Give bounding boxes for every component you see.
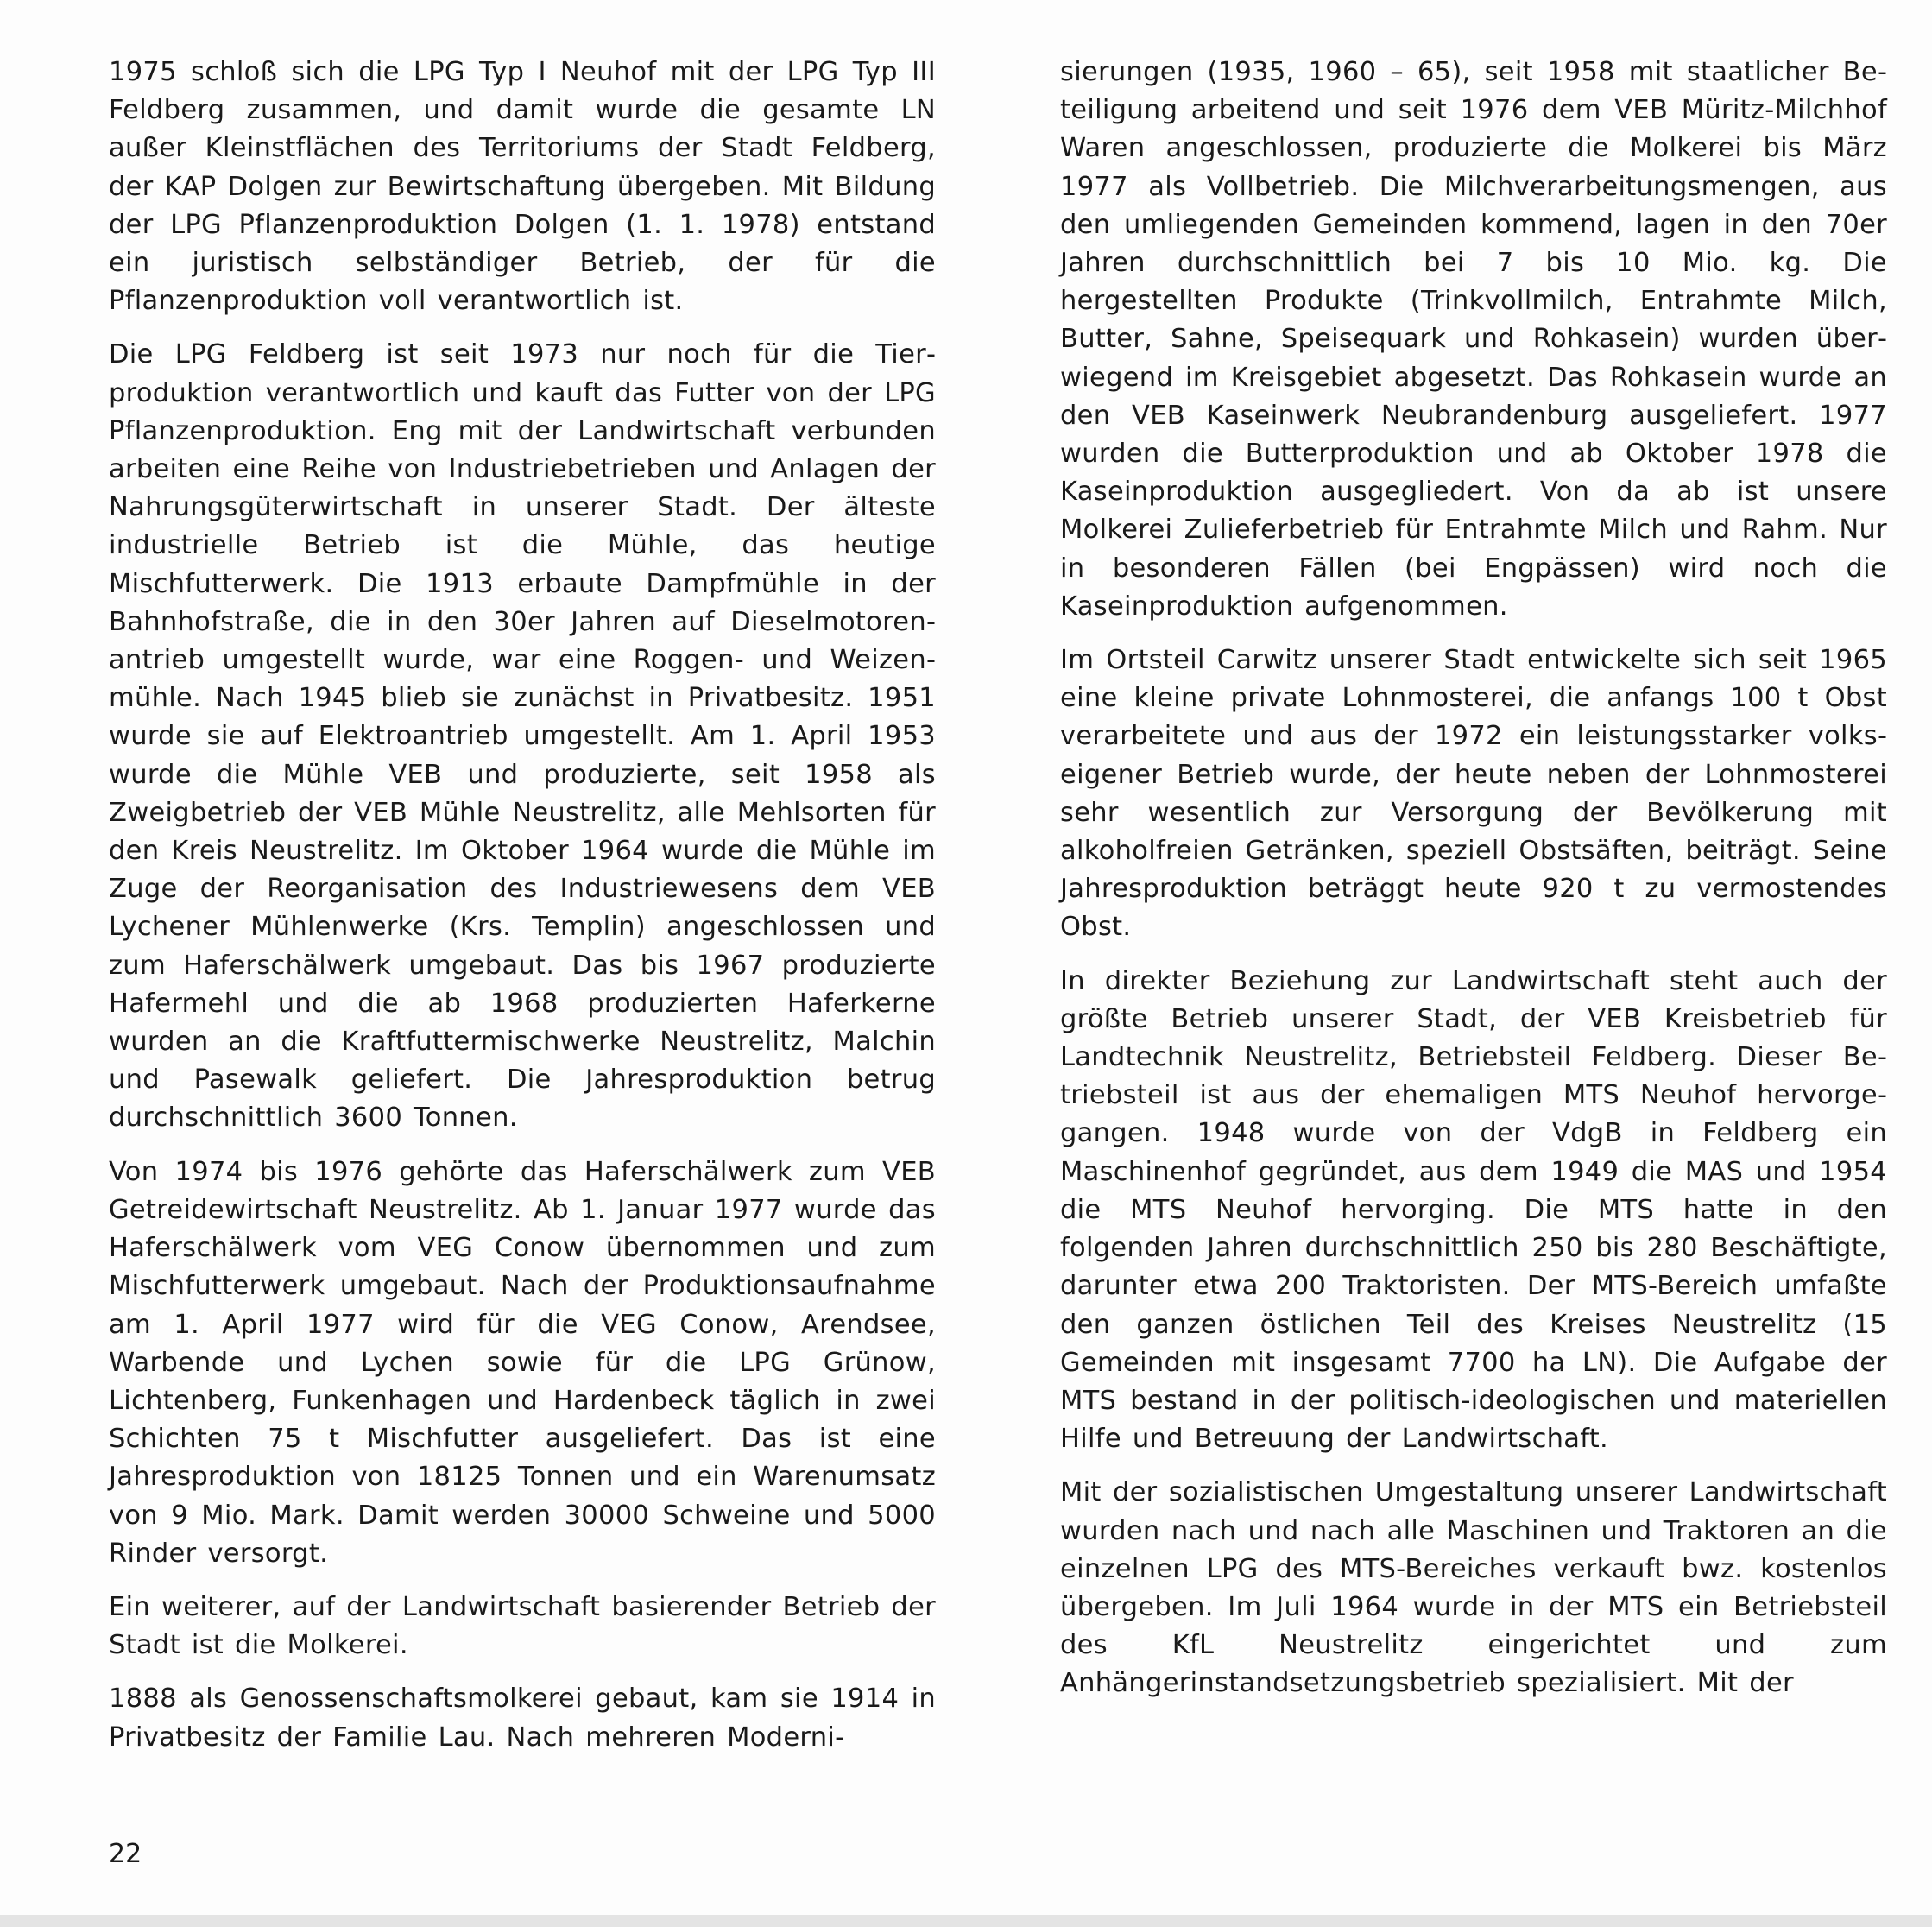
paragraph: sierungen (1935, 1960 – 65), seit 1958 mit staatlicher Beteiligung arbeitend und seit 1976 dem VEB Müritz-Milchhof Waren angeschlossen, produzierte die Molkerei bis März 1977 als Vollbetrieb. Die Milchverarbeitungsmengen, aus den umliegenden Gemeinden kommend, lagen in den 70er Jahren durchschnittlich bei 7 bis 10 Mio. kg. Die hergestellten Produkte (Trinkvollmilch, Entrahmte Milch, Butter, Sahne, Speisequark und Rohkasein) wurden überwiegend im Kreisgebiet abgesetzt. Das Rohkasein wurde an den VEB Kaseinwerk Neubrandenburg ausgeliefert. 1977 wurden die Butterproduktion und ab Oktober 1978 die Kaseinproduktion ausgegliedert. Von da ab ist unsere Molkerei Zulieferbetrieb für Entrahmte Milch und Rahm. Nur in besonderen Fällen (bei Engpässen) wird noch die Kaseinproduktion aufgenommen. bbox=[1060, 57, 1887, 622]
paragraph: 1975 schloß sich die LPG Typ I Neuhof mit der LPG Typ III Feldberg zusammen, und damit wurde die gesamte LN außer Kleinstflächen des Territoriums der Stadt Feldberg, der KAP Dolgen zur Bewirtschaftung übergeben. Mit Bildung der LPG Pflanzenproduktion Dolgen (1. 1. 1978) entstand ein juristisch selbständiger Betrieb, der für die Pflanzenproduktion voll verantwortlich ist. bbox=[109, 57, 936, 317]
paragraph: Ein weiterer, auf der Landwirtschaft basierender Betrieb der Stadt ist die Molkerei. bbox=[109, 1591, 936, 1661]
paragraph: 1888 als Genossenschaftsmolkerei gebaut, kam sie 1914 in Privatbesitz der Familie Lau. Nach mehreren Moderni- bbox=[109, 1684, 936, 1753]
paragraph: Die LPG Feldberg ist seit 1973 nur noch für die Tierproduktion verantwortlich und kauft das Futter von der LPG Pflanzenproduktion. Eng mit der Landwirtschaft verbunden arbeiten eine Reihe von Industriebetrieben und Anlagen der Nahrungsgüterwirtschaft in unserer Stadt. Der älteste industrielle Betrieb ist die Mühle, das heutige Mischfutterwerk. Die 1913 erbaute Dampfmühle in der Bahnhofstraße, die in den 30er Jahren auf Dieselmotorenantrieb umgestellt wurde, war eine Roggen- und Weizenmühle. Nach 1945 blieb sie zunächst in Privatbesitz. 1951 wurde sie auf Elektroantrieb umgestellt. Am 1. April 1953 wurde die Mühle VEB und produzierte, seit 1958 als Zweigbetrieb der VEB Mühle Neustrelitz, alle Mehlsorten für den Kreis Neustrelitz. Im Oktober 1964 wurde die Mühle im Zuge der Reorganisation des Industriewesens dem VEB Lychener Mühlenwerke (Krs. Templin) angeschlossen und zum Haferschälwerk umgebaut. Das bis 1967 produzierte Hafermehl und die ab 1968 produzierten Haferkerne wurden an die Kraftfuttermischwerke Neustrelitz, Malchin und Pasewalk geliefert. Die Jahresproduktion betrug durchschnittlich 3600 Tonnen. bbox=[109, 339, 936, 1134]
paragraph: In direkter Beziehung zur Landwirtschaft steht auch der größte Betrieb unserer Stadt, der VEB Kreisbetrieb für Landtechnik Neustrelitz, Betriebsteil Feldberg. Dieser Betriebsteil ist aus der ehemaligen MTS Neuhof hervorgegangen. 1948 wurde von der VdgB in Feldberg ein Maschinenhof gegründet, aus dem 1949 die MAS und 1954 die MTS Neuhof hervorging. Die MTS hatte in den folgenden Jahren durchschnittlich 250 bis 280 Beschäftigte, darunter etwa 200 Traktoristen. Der MTS-Bereich umfaßte den ganzen östlichen Teil des Kreises Neustrelitz (15 Gemeinden mit insgesamt 7700 ha LN). Die Aufgabe der MTS bestand in der politisch-ideologischen und materiellen Hilfe und Betreuung der Landwirtschaft. bbox=[1060, 965, 1887, 1455]
paragraph: Im Ortsteil Carwitz unserer Stadt entwickelte sich seit 1965 eine kleine private Lohnmosterei, die anfangs 100 t Obst verarbeitete und aus der 1972 ein leistungsstarker volkseigener Betrieb wurde, der heute neben der Lohnmosterei sehr wesentlich zur Versorgung der Bevölkerung mit alkoholfreien Getränken, speziell Obstsäften, beiträgt. Seine Jahresproduktion beträggt heute 920 t zu vermostendes Obst. bbox=[1060, 645, 1887, 943]
paragraph: Mit der sozialistischen Umgestaltung unserer Landwirtschaft wurden nach und nach alle Maschinen und Traktoren an die einzelnen LPG des MTS-Bereiches verkauft bwz. kostenlos übergeben. Im Juli 1964 wurde in der MTS ein Betriebsteil des KfL Neustrelitz eingerichtet und zum Anhängerinstandsetzungsbetrieb spezialisiert. Mit der bbox=[1060, 1477, 1887, 1699]
paragraph: Von 1974 bis 1976 gehörte das Haferschälwerk zum VEB Getreidewirtschaft Neustrelitz. Ab 1. Januar 1977 wurde das Haferschälwerk vom VEG Conow übernommen und zum Mischfutterwerk umgebaut. Nach der Produktionsaufnahme am 1. April 1977 wird für die VEG Conow, Arendsee, Warbende und Lychen sowie für die LPG Grünow, Lichtenberg, Funkenhagen und Hardenbeck täglich in zwei Schichten 75 t Mischfutter ausgeliefert. Das ist eine Jahresproduktion von 18125 Tonnen und ein Warenumsatz von 9 Mio. Mark. Damit werden 30000 Schweine und 5000 Rinder versorgt. bbox=[109, 1156, 936, 1569]
left-text-column bbox=[109, 54, 936, 1772]
page-bottom-edge bbox=[0, 1915, 1932, 1927]
right-text-column bbox=[1060, 54, 1887, 1719]
page-number: 22 bbox=[109, 1839, 142, 1869]
